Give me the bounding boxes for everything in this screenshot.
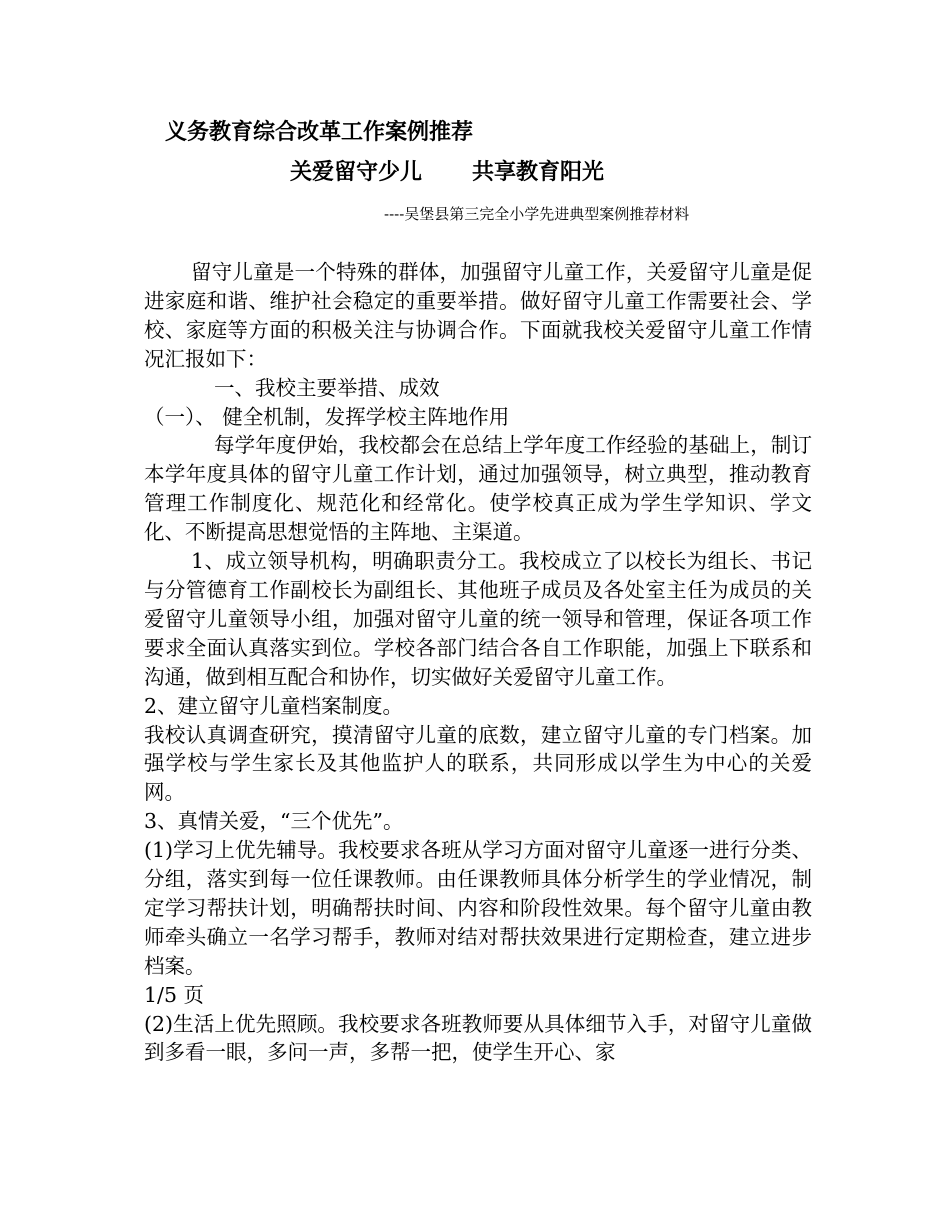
item1-paragraph: 1、成立领导机构，明确职责分工。我校成立了以校长为组长、书记与分管德育工作副校长为副组长、其他班子成员及各处室主任为成员的关爱留守儿童领导小组，加强对留守儿童的统一领导和管理，保证各项工作要求全面认真落实到位。学校各部门结合各自工作职能，加强上下联系和沟通，做到相互配合和协作，切实做好关爱留守儿童工作。: [144, 549, 812, 689]
source-line: ----吴堡县第三完全小学先进典型案例推荐材料: [384, 205, 690, 223]
intro-paragraph: 留守儿童是一个特殊的群体，加强留守儿童工作，关爱留守儿童是促进家庭和谐、维护社会稳定的重要举措。做好留守儿童工作需要社会、学校、家庭等方面的积极关注与协调合作。下面就我校关爱留守儿童工作情况汇报如下：: [144, 260, 812, 371]
item2-paragraph: 我校认真调查研究，摸清留守儿童的底数，建立留守儿童的专门档案。加强学校与学生家长及其他监护人的联系，共同形成以学生为中心的关爱网。: [144, 722, 812, 805]
item3-heading: 3、真情关爱，“三个优先”。: [144, 809, 404, 834]
document-body: [144, 258, 812, 1067]
title-right: 共享教育阳光: [472, 160, 605, 185]
section1-heading: 一、我校主要举措、成效: [214, 375, 440, 400]
page-number: 1/5 页: [144, 982, 205, 1007]
item3-2-paragraph: (2)生活上优先照顾。我校要求各班教师要从具体细节入手，对留守儿童做到多看一眼，多问一声，多帮一把，使学生开心、家: [144, 1011, 812, 1065]
sub1-paragraph: 每学年度伊始，我校都会在总结上学年度工作经验的基础上，制订本学年度具体的留守儿童工作计划，通过加强领导，树立典型，推动教育管理工作制度化、规范化和经常化。使学校真正成为学生学知识、学文化、不断提高思想觉悟的主阵地、主渠道。: [144, 433, 812, 545]
title-left: 关爱留守少儿: [290, 160, 423, 185]
document-title: 义务教育综合改革工作案例推荐: [165, 120, 474, 145]
document-subtitle-line: [290, 157, 604, 189]
sub1-heading: （一）、 健全机制，发挥学校主阵地作用: [144, 404, 510, 429]
item2-heading: 2、建立留守儿童档案制度。: [144, 693, 404, 718]
item3-1-paragraph: (1)学习上优先辅导。我校要求各班从学习方面对留守儿童逐一进行分类、分组，落实到每一位任课教师。由任课教师具体分析学生的学业情况，制定学习帮扶计划，明确帮扶时间、内容和阶段性效果。每个留守儿童由教师牵头确立一名学习帮手，教师对结对帮扶效果进行定期检查，建立进步档案。: [144, 838, 812, 978]
